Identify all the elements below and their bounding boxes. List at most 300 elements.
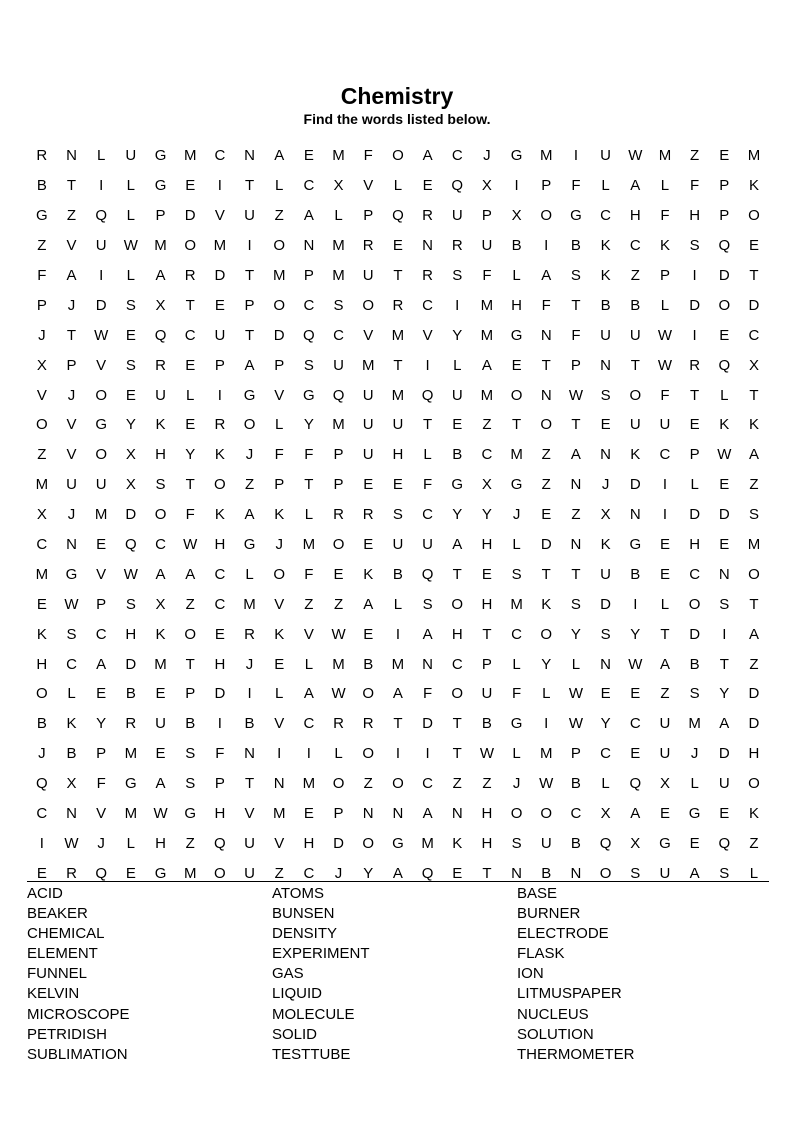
grid-letter: E <box>125 864 136 882</box>
grid-letter: G <box>688 805 701 823</box>
grid-letter: T <box>541 565 551 583</box>
grid-letter: A <box>541 267 552 284</box>
grid-letter: G <box>303 386 315 404</box>
grid-letter: U <box>362 386 374 404</box>
divider <box>27 881 769 882</box>
grid-letter: M <box>272 805 286 823</box>
grid-letter: N <box>600 356 612 374</box>
grid-letter: R <box>422 207 433 225</box>
grid-letter: N <box>392 805 404 823</box>
grid-letter: A <box>96 655 107 673</box>
grid-letter: U <box>244 207 255 225</box>
grid-letter: E <box>659 536 670 554</box>
grid-letter: Q <box>36 775 48 793</box>
grid-letter: W <box>539 775 554 793</box>
grid-letter: M <box>480 326 494 344</box>
grid-letter: O <box>273 565 286 583</box>
word-list-item: FLASK <box>517 945 565 963</box>
grid-letter: C <box>303 864 315 882</box>
grid-letter: K <box>600 536 611 554</box>
grid-letter: I <box>247 685 252 703</box>
grid-letter: Q <box>332 386 345 404</box>
grid-letter: Z <box>363 775 373 793</box>
grid-letter: R <box>36 147 48 165</box>
grid-letter: L <box>453 356 462 374</box>
grid-letter: W <box>657 326 673 344</box>
grid-letter: R <box>125 715 137 733</box>
grid-letter: J <box>38 326 46 344</box>
grid-letter: O <box>748 775 760 793</box>
grid-letter: V <box>303 625 314 643</box>
grid-letter: H <box>125 625 137 643</box>
grid-letter: O <box>362 745 375 763</box>
grid-letter: I <box>722 625 727 643</box>
grid-letter: O <box>184 625 197 643</box>
grid-letter: Z <box>660 685 670 703</box>
word-list <box>27 884 769 1065</box>
grid-letter: Q <box>718 237 731 255</box>
grid-letter: W <box>123 237 138 255</box>
grid-letter: C <box>689 565 701 583</box>
grid-letter: K <box>155 625 166 643</box>
grid-letter: G <box>451 476 464 494</box>
grid-letter: P <box>244 296 255 314</box>
grid-letter: D <box>214 685 226 703</box>
grid-letter: D <box>748 296 760 314</box>
grid-letter: P <box>36 296 47 314</box>
grid-letter: Y <box>363 864 374 882</box>
grid-letter: G <box>510 326 523 344</box>
grid-letter: O <box>718 296 731 314</box>
grid-letter: O <box>95 446 108 464</box>
grid-letter: C <box>422 775 433 793</box>
grid-letter: J <box>275 536 283 554</box>
grid-letter: Q <box>421 565 434 583</box>
grid-letter: D <box>689 506 701 524</box>
grid-letter: Z <box>749 834 759 852</box>
grid-letter: I <box>573 147 579 165</box>
grid-letter: E <box>303 805 314 823</box>
grid-letter: F <box>512 685 522 703</box>
grid-letter: A <box>303 207 314 225</box>
grid-letter: U <box>362 416 374 434</box>
grid-letter: S <box>630 864 641 882</box>
grid-letter: T <box>452 715 462 733</box>
grid-letter: U <box>540 834 552 852</box>
word-list-item: ELEMENT <box>27 945 98 963</box>
page-title: Chemistry <box>340 83 454 109</box>
grid-letter: B <box>244 715 255 733</box>
grid-letter: E <box>185 356 196 374</box>
grid-letter: Z <box>244 476 255 494</box>
grid-letter: C <box>451 655 463 673</box>
grid-letter: I <box>39 834 44 852</box>
grid-letter: M <box>391 386 405 404</box>
grid-letter: W <box>628 147 643 165</box>
grid-letter: P <box>333 476 344 494</box>
grid-letter: O <box>184 237 197 255</box>
grid-letter: N <box>66 805 77 823</box>
grid-letter: K <box>659 237 670 255</box>
grid-letter: S <box>719 864 730 882</box>
grid-letter: T <box>393 356 403 374</box>
grid-letter: C <box>511 625 522 643</box>
grid-letter: N <box>718 565 730 583</box>
grid-letter: I <box>662 506 668 524</box>
grid-letter: O <box>362 834 375 852</box>
grid-letter: N <box>629 506 641 524</box>
grid-letter: Y <box>541 655 552 673</box>
grid-letter: O <box>362 685 375 703</box>
grid-letter: N <box>600 655 612 673</box>
grid-letter: O <box>332 775 345 793</box>
grid-letter: Z <box>749 655 759 673</box>
grid-letter: E <box>214 296 225 314</box>
grid-letter: I <box>277 745 282 763</box>
grid-letter: R <box>184 267 196 284</box>
grid-letter: S <box>185 775 196 793</box>
grid-letter: G <box>392 834 404 852</box>
grid-letter: K <box>274 506 285 524</box>
grid-letter: U <box>244 864 255 882</box>
grid-letter: N <box>570 864 582 882</box>
grid-letter: L <box>660 296 670 314</box>
grid-letter: N <box>362 805 374 823</box>
grid-letter: M <box>302 536 316 554</box>
grid-letter: L <box>601 775 610 793</box>
grid-letter: J <box>38 745 46 763</box>
grid-letter: M <box>332 655 345 673</box>
grid-letter: C <box>422 296 433 314</box>
grid-letter: L <box>126 834 136 852</box>
grid-letter: G <box>154 177 167 195</box>
grid-letter: X <box>748 356 759 374</box>
grid-letter: E <box>274 655 285 673</box>
grid-letter: X <box>630 834 641 852</box>
word-list-item: SOLUTION <box>517 1025 594 1043</box>
grid-letter: R <box>362 237 374 255</box>
grid-letter: Y <box>570 625 581 643</box>
word-list-item: KELVIN <box>27 985 80 1003</box>
grid-letter: L <box>542 685 551 703</box>
grid-letter: O <box>451 685 464 703</box>
grid-letter: E <box>392 476 403 494</box>
grid-letter: D <box>689 296 701 314</box>
grid-letter: H <box>303 834 315 852</box>
grid-letter: D <box>95 296 107 314</box>
grid-letter: V <box>66 416 77 434</box>
grid-letter: E <box>392 237 403 255</box>
grid-letter: X <box>481 177 492 195</box>
grid-letter: M <box>332 147 345 165</box>
grid-letter: N <box>273 775 285 793</box>
grid-letter: C <box>629 715 641 733</box>
grid-letter: X <box>125 446 136 464</box>
grid-letter: T <box>66 326 77 344</box>
grid-letter: S <box>600 625 611 643</box>
grid-letter: U <box>362 446 374 464</box>
grid-letter: I <box>217 386 222 404</box>
grid-letter: U <box>125 147 137 165</box>
grid-letter: R <box>214 416 226 434</box>
grid-letter: R <box>392 296 404 314</box>
grid-letter: W <box>331 625 346 643</box>
grid-letter: F <box>185 506 195 524</box>
grid-letter: L <box>720 386 729 404</box>
grid-letter: K <box>748 805 759 823</box>
grid-letter: C <box>184 326 196 344</box>
word-list-item: ATOMS <box>272 885 324 902</box>
grid-letter: O <box>392 147 404 165</box>
grid-letter: K <box>541 595 552 613</box>
grid-letter: U <box>600 147 612 165</box>
grid-letter: K <box>363 565 374 583</box>
grid-letter: Z <box>749 476 759 494</box>
grid-letter: V <box>363 326 374 344</box>
grid-letter: U <box>95 237 107 255</box>
grid-letter: J <box>67 386 76 404</box>
word-list-item: LIQUID <box>272 985 323 1003</box>
grid-letter: W <box>183 536 198 554</box>
grid-letter: J <box>67 506 76 524</box>
grid-letter: Y <box>452 506 463 524</box>
grid-letter: E <box>600 685 611 703</box>
grid-letter: S <box>689 685 700 703</box>
grid-letter: E <box>719 805 730 823</box>
grid-letter: A <box>719 715 730 733</box>
grid-letter: O <box>243 416 256 434</box>
grid-letter: C <box>629 237 641 255</box>
grid-letter: R <box>362 715 374 733</box>
grid-letter: L <box>512 536 521 554</box>
grid-letter: F <box>37 267 47 284</box>
grid-letter: L <box>186 386 195 404</box>
grid-letter: X <box>659 775 670 793</box>
grid-letter: T <box>660 625 670 643</box>
grid-letter: E <box>363 625 374 643</box>
grid-letter: E <box>363 476 374 494</box>
grid-letter: V <box>96 805 107 823</box>
grid-letter: O <box>214 476 226 494</box>
grid-letter: S <box>125 356 136 374</box>
grid-letter: H <box>451 625 463 643</box>
word-list-item: LITMUSPAPER <box>517 985 622 1003</box>
grid-letter: Z <box>482 775 492 793</box>
grid-letter: Z <box>541 476 551 494</box>
grid-letter: V <box>274 715 285 733</box>
grid-letter: H <box>511 296 522 314</box>
grid-letter: T <box>244 326 255 344</box>
grid-letter: I <box>395 625 400 643</box>
grid-letter: K <box>214 506 225 524</box>
grid-letter: U <box>392 536 404 554</box>
grid-letter: G <box>629 536 642 554</box>
grid-letter: H <box>689 207 701 225</box>
grid-letter: G <box>243 386 256 404</box>
grid-letter: T <box>630 356 640 374</box>
grid-letter: Z <box>630 267 640 284</box>
grid-letter: N <box>451 805 463 823</box>
grid-letter: N <box>540 326 552 344</box>
grid-letter: B <box>600 296 611 314</box>
grid-letter: S <box>452 267 463 284</box>
grid-letter: E <box>719 536 730 554</box>
grid-letter: Z <box>37 237 47 255</box>
grid-letter: F <box>96 775 106 793</box>
grid-letter: S <box>66 625 77 643</box>
grid-letter: G <box>125 775 137 793</box>
grid-letter: C <box>451 147 463 165</box>
grid-letter: W <box>123 565 138 583</box>
grid-letter: I <box>692 326 697 344</box>
grid-letter: P <box>274 356 285 374</box>
grid-letter: D <box>125 506 137 524</box>
word-list-item: SOLID <box>272 1025 318 1043</box>
grid-letter: W <box>479 745 494 763</box>
grid-letter: G <box>243 536 256 554</box>
grid-letter: F <box>660 386 670 404</box>
grid-letter: T <box>452 745 462 763</box>
grid-letter: A <box>659 655 670 673</box>
grid-letter: S <box>155 476 166 494</box>
grid-letter: E <box>36 595 47 613</box>
grid-letter: P <box>185 685 196 703</box>
grid-letter: I <box>425 745 430 763</box>
grid-letter: M <box>540 147 553 165</box>
grid-letter: M <box>183 864 197 882</box>
grid-letter: W <box>568 715 584 733</box>
grid-letter: L <box>571 655 581 673</box>
grid-letter: D <box>184 207 196 225</box>
grid-letter: T <box>244 267 255 284</box>
grid-letter: E <box>630 745 641 763</box>
grid-letter: V <box>274 834 285 852</box>
grid-letter: A <box>66 267 77 284</box>
grid-letter: P <box>719 207 730 225</box>
word-list-item: TESTTUBE <box>272 1045 351 1063</box>
grid-letter: G <box>36 207 48 225</box>
grid-letter: L <box>512 267 521 284</box>
grid-letter: I <box>514 177 519 195</box>
grid-letter: N <box>422 655 433 673</box>
grid-letter: P <box>274 476 285 494</box>
grid-letter: B <box>511 237 522 255</box>
grid-letter: U <box>451 207 463 225</box>
grid-letter: W <box>568 386 584 404</box>
grid-letter: X <box>481 476 492 494</box>
grid-letter: Q <box>451 177 464 195</box>
grid-letter: A <box>155 775 166 793</box>
grid-letter: O <box>273 296 286 314</box>
grid-letter: V <box>66 446 77 464</box>
grid-letter: G <box>510 715 523 733</box>
grid-letter: E <box>96 536 107 554</box>
grid-letter: Y <box>303 416 314 434</box>
grid-letter: O <box>599 864 612 882</box>
grid-letter: O <box>451 595 464 613</box>
grid-letter: L <box>660 595 670 613</box>
word-list-item: THERMOMETER <box>517 1045 635 1063</box>
grid-letter: Z <box>274 864 284 882</box>
grid-letter: Y <box>630 625 641 643</box>
grid-letter: B <box>452 446 463 464</box>
grid-letter: J <box>601 476 610 494</box>
grid-letter: O <box>214 864 226 882</box>
grid-letter: C <box>36 805 48 823</box>
grid-letter: I <box>99 177 104 195</box>
grid-letter: X <box>333 177 344 195</box>
grid-letter: U <box>659 416 671 434</box>
grid-letter: J <box>67 296 76 314</box>
grid-letter: U <box>392 416 404 434</box>
grid-letter: H <box>36 655 48 673</box>
grid-letter: L <box>690 476 699 494</box>
grid-letter: I <box>217 177 222 195</box>
grid-letter: U <box>451 386 463 404</box>
grid-letter: Q <box>154 326 167 344</box>
grid-letter: C <box>214 595 226 613</box>
grid-letter: Z <box>571 506 581 524</box>
grid-letter: M <box>243 595 256 613</box>
grid-letter: A <box>452 536 463 554</box>
letter-grid <box>27 141 769 888</box>
grid-letter: O <box>36 685 48 703</box>
grid-letter: A <box>630 805 641 823</box>
grid-letter: M <box>747 536 761 554</box>
grid-letter: B <box>570 775 581 793</box>
grid-letter: L <box>393 595 403 613</box>
grid-letter: B <box>481 715 492 733</box>
grid-letter: M <box>35 476 49 494</box>
grid-letter: B <box>125 685 136 703</box>
grid-letter: P <box>96 745 107 763</box>
grid-letter: N <box>570 536 582 554</box>
grid-letter: M <box>421 834 434 852</box>
grid-letter: U <box>629 416 641 434</box>
grid-letter: U <box>66 476 77 494</box>
grid-letter: L <box>126 207 136 225</box>
grid-letter: D <box>600 595 612 613</box>
grid-letter: L <box>393 177 403 195</box>
grid-letter: B <box>570 237 581 255</box>
grid-letter: C <box>95 625 107 643</box>
word-list-item: PETRIDISH <box>27 1025 108 1043</box>
grid-letter: Y <box>719 685 730 703</box>
grid-letter: A <box>303 685 314 703</box>
grid-letter: Q <box>421 386 434 404</box>
grid-letter: D <box>125 655 137 673</box>
grid-letter: P <box>481 207 492 225</box>
grid-letter: V <box>274 595 285 613</box>
grid-letter: J <box>512 775 521 793</box>
grid-letter: F <box>304 565 314 583</box>
grid-letter: E <box>96 685 107 703</box>
grid-letter: F <box>482 267 492 284</box>
grid-letter: K <box>600 237 611 255</box>
grid-letter: T <box>393 267 403 284</box>
grid-letter: Q <box>629 775 642 793</box>
grid-letter: A <box>244 506 255 524</box>
grid-letter: C <box>303 296 315 314</box>
grid-letter: M <box>510 595 523 613</box>
grid-letter: L <box>512 655 521 673</box>
grid-letter: C <box>214 147 226 165</box>
grid-letter: U <box>659 745 671 763</box>
grid-letter: U <box>481 237 493 255</box>
grid-letter: T <box>749 386 759 404</box>
grid-letter: P <box>214 356 225 374</box>
grid-letter: A <box>392 864 403 882</box>
